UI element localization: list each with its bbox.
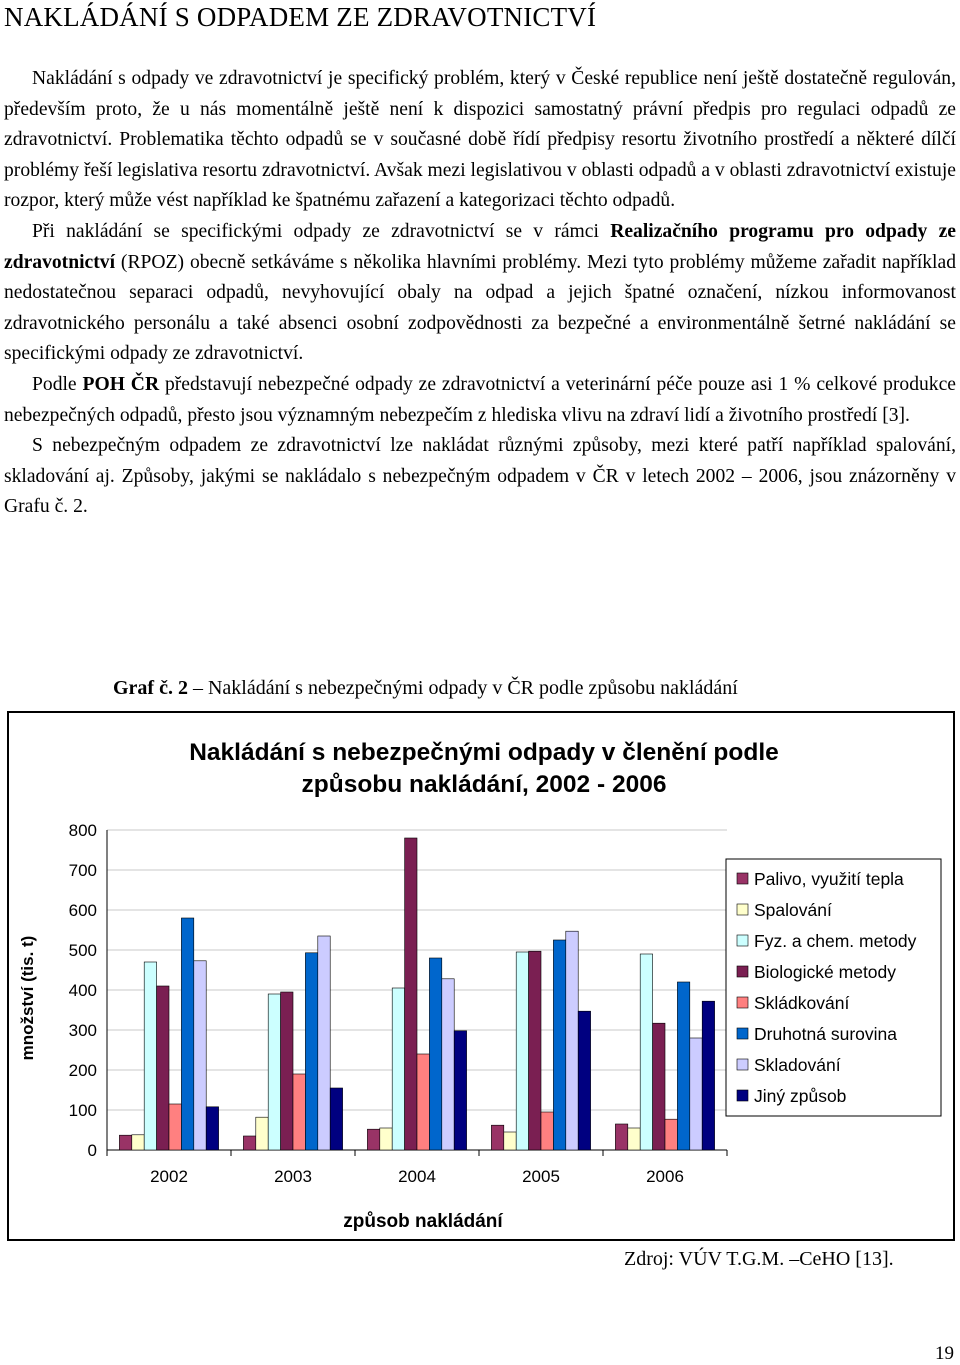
poh-cr-name: POH ČR — [82, 373, 160, 395]
bar-2004-8 — [454, 1031, 466, 1150]
legend-label: Jiný způsob — [754, 1086, 847, 1106]
bar-2004-5 — [417, 1054, 429, 1150]
page-heading: NAKLÁDÁNÍ S ODPADEM ZE ZDRAVOTNICTVÍ — [4, 2, 597, 32]
y-tick-label: 300 — [68, 1021, 97, 1040]
y-tick-labels — [69, 821, 97, 1160]
bar-2005-1 — [491, 1125, 503, 1150]
paragraph-2 — [4, 217, 956, 370]
bar-2004-3 — [392, 988, 404, 1150]
figure-caption-text: – Nakládání s nebezpečnými odpady v ČR podle způsobu nakládání — [187, 677, 738, 699]
bar-2002-4 — [157, 986, 169, 1150]
y-axis-label: množství (tis. t) — [18, 935, 37, 1061]
legend-label: Biologické metody — [754, 962, 897, 982]
bar-2006-3 — [640, 954, 652, 1150]
x-tick-label: 2006 — [646, 1167, 684, 1186]
bar-2006-1 — [615, 1124, 627, 1150]
bar-2005-7 — [566, 931, 578, 1150]
paragraph-3 — [4, 370, 956, 431]
bar-2006-4 — [653, 1023, 665, 1150]
bar-2004-1 — [367, 1129, 379, 1150]
legend-swatch — [737, 904, 748, 915]
bar-2003-6 — [305, 953, 317, 1150]
bar-2003-7 — [318, 936, 330, 1150]
bar-2003-1 — [243, 1136, 255, 1150]
y-tick-label: 0 — [87, 1141, 97, 1160]
bar-2005-3 — [516, 952, 528, 1150]
bar-2005-4 — [529, 951, 541, 1150]
bar-2003-2 — [256, 1117, 268, 1150]
bar-2005-2 — [504, 1132, 516, 1150]
y-tick-label: 800 — [68, 821, 97, 840]
x-tick-label: 2002 — [150, 1167, 188, 1186]
figure-caption — [113, 677, 738, 700]
source-note: Zdroj: VÚV T.G.M. –CeHO [13]. — [624, 1248, 894, 1270]
paragraph-4: S nebezpečným odpadem ze zdravotnictví lze nakládat různými způsoby, mezi které patří například spalování, skladování aj. Způsoby, jakými se nakládalo s nebezpečným odpadem v ČR v letech 2002 – 2006, jsou znázorněny v Grafu č. 2. — [4, 435, 956, 518]
y-tick-label: 400 — [68, 981, 97, 1000]
bar-2006-2 — [628, 1128, 640, 1150]
y-tick-label: 100 — [68, 1101, 97, 1120]
body-text — [4, 64, 956, 523]
bar-2005-8 — [578, 1011, 590, 1150]
x-tick-label: 2003 — [274, 1167, 312, 1186]
chart-title-line-2: způsobu nakládání, 2002 - 2006 — [301, 771, 667, 798]
x-axis-label: způsob nakládání — [343, 1211, 503, 1232]
bar-2004-7 — [442, 979, 454, 1150]
bar-2003-8 — [330, 1088, 342, 1150]
bar-2005-6 — [553, 940, 565, 1150]
paragraph-1: Nakládání s odpady ve zdravotnictví je specifický problém, který v České republice není ještě dostatečně regulován, především proto, že u nás momentálně ještě není k dispozici samostatný právní předpis pro regulaci odpadů ze zdravotnictví. Problematika těchto odpadů se v současné době řídí předpisy resortu životního prostředí a některé dílčí problémy řeší legislativa resortu zdravotnictví. Avšak mezi legislativou v oblasti odpadů a v oblasti zdravotnictví existuje rozpor, který může vést například ke špatnému zařazení a kategorizaci těchto odpadů. — [4, 68, 956, 212]
legend-label: Palivo, využití tepla — [754, 869, 904, 889]
legend-swatch — [737, 1028, 748, 1039]
legend-swatch — [737, 997, 748, 1008]
legend-label: Skladování — [754, 1055, 841, 1075]
bar-2003-5 — [293, 1074, 305, 1150]
bar-2002-5 — [169, 1104, 181, 1150]
page-number: 19 — [935, 1343, 954, 1364]
legend-label: Skládkování — [754, 993, 850, 1013]
y-tick-label: 600 — [68, 901, 97, 920]
legend-box — [726, 859, 941, 1116]
legend-swatch — [737, 935, 748, 946]
bar-2006-5 — [665, 1119, 677, 1150]
bar-2003-3 — [268, 994, 280, 1150]
x-tick-label: 2005 — [522, 1167, 560, 1186]
bar-2002-3 — [144, 962, 156, 1150]
bar-2002-7 — [194, 961, 206, 1150]
bar-2003-4 — [281, 992, 293, 1150]
legend-swatch — [737, 1090, 748, 1101]
bar-2004-6 — [429, 958, 441, 1150]
bar-2002-6 — [181, 918, 193, 1150]
bar-2002-2 — [132, 1135, 144, 1150]
bar-chart — [9, 713, 953, 1239]
legend-swatch — [737, 1059, 748, 1070]
legend-swatch — [737, 873, 748, 884]
legend-label: Spalování — [754, 900, 832, 920]
y-tick-label: 700 — [68, 861, 97, 880]
y-tick-label: 500 — [68, 941, 97, 960]
bar-2004-2 — [380, 1128, 392, 1150]
legend-label: Druhotná surovina — [754, 1024, 897, 1044]
bar-2006-7 — [690, 1038, 702, 1150]
bar-2006-6 — [677, 982, 689, 1150]
bar-marks — [119, 838, 714, 1150]
paragraph-2-text-b: (RPOZ) obecně setkáváme s několika hlavními problémy. Mezi tyto problémy můžeme zařadit například nedostatečnou separaci odpadů, nevyhovující obaly na odpad a jejich špatné označení, nízkou informovanost zdravotnického personálu a také absenci osobní zodpovědnosti za bezpečné a environmentálně šetrné nakládání se specifickými odpady ze zdravotnictví. — [4, 251, 956, 365]
bar-2006-8 — [702, 1001, 714, 1150]
chart-frame — [7, 711, 955, 1241]
chart-title-line-1: Nakládání s nebezpečnými odpady v členění podle — [189, 739, 779, 766]
x-tick-label: 2004 — [398, 1167, 436, 1186]
rpoz-program-name: Realizačního programu pro odpady ze zdravotnictví — [4, 220, 956, 273]
x-tick-labels — [107, 1150, 727, 1186]
legend-swatch — [737, 966, 748, 977]
figure-caption-label: Graf č. 2 — [113, 677, 188, 699]
bar-2002-1 — [119, 1135, 131, 1150]
legend-label: Fyz. a chem. metody — [754, 931, 917, 951]
bar-2002-8 — [206, 1107, 218, 1150]
paragraph-3-text-b: představují nebezpečné odpady ze zdravotnictví a veterinární péče pouze asi 1 % celkové produkce nebezpečných odpadů, přesto jsou významným nebezpečím z hlediska vlivu na zdraví lidí a životního prostředí [3]. — [4, 373, 957, 426]
bar-2004-4 — [405, 838, 417, 1150]
paragraph-3-text-a: Podle — [32, 373, 83, 395]
bar-2005-5 — [541, 1112, 553, 1150]
paragraph-2-text-a: Při nakládání se specifickými odpady ze zdravotnictví se v rámci — [32, 220, 611, 242]
y-tick-label: 200 — [68, 1061, 97, 1080]
